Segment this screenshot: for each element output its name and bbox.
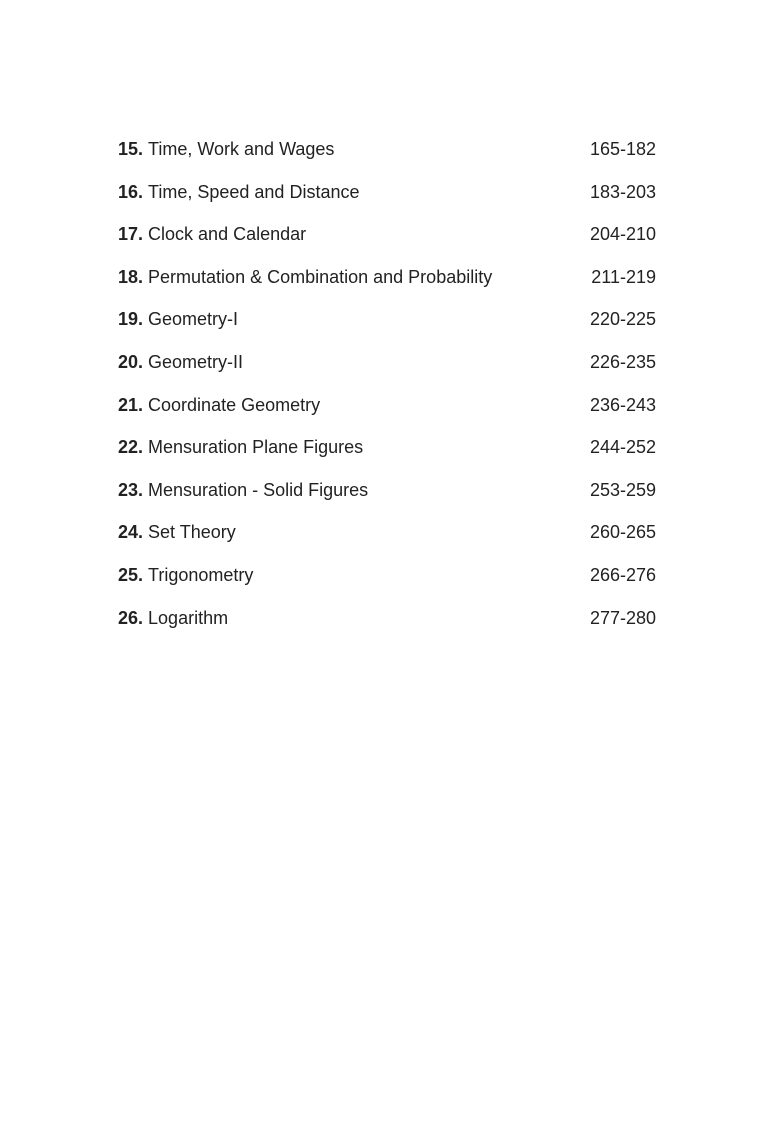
toc-entry (118, 264, 656, 307)
chapter-number: 21. (118, 394, 144, 415)
page-range: 220-225 (589, 309, 656, 330)
toc-entry-label (118, 392, 320, 418)
page-range: 211-219 (591, 266, 656, 287)
toc-entry (118, 221, 656, 264)
chapter-number: 24. (118, 522, 144, 543)
toc-entry-label (118, 306, 238, 332)
toc-entry (118, 179, 656, 222)
chapter-title: Time, Speed and Distance (148, 181, 360, 202)
chapter-title: Geometry-II (148, 351, 244, 372)
chapter-number: 26. (118, 607, 144, 628)
toc-entry-label (118, 264, 492, 290)
toc-entry-label (118, 562, 253, 588)
toc-entry (118, 605, 656, 648)
chapter-title: Geometry-I (148, 309, 239, 330)
chapter-number: 18. (118, 266, 144, 287)
chapter-title: Mensuration - Solid Figures (148, 479, 369, 500)
page-range: 266-276 (589, 564, 656, 585)
chapter-number: 22. (118, 437, 144, 458)
toc-entry (118, 392, 656, 435)
toc-entry-label (118, 221, 306, 247)
page-range: 244-252 (589, 437, 656, 458)
chapter-title: Logarithm (148, 607, 229, 628)
chapter-number: 19. (118, 309, 144, 330)
toc-entry-label (118, 179, 359, 205)
chapter-number: 16. (118, 181, 144, 202)
toc-entry-label (118, 434, 363, 460)
page-range: 253-259 (589, 479, 656, 500)
toc-entry (118, 519, 656, 562)
toc-entry-label (118, 519, 236, 545)
page-range: 226-235 (589, 351, 656, 372)
toc-entry (118, 434, 656, 477)
toc-entry (118, 136, 656, 179)
chapter-number: 23. (118, 479, 144, 500)
page-range: 204-210 (589, 224, 656, 245)
chapter-title: Mensuration Plane Figures (148, 437, 364, 458)
chapter-title: Set Theory (148, 522, 236, 543)
toc-entry (118, 477, 656, 520)
chapter-number: 15. (118, 139, 144, 159)
table-of-contents (118, 136, 656, 647)
chapter-title: Permutation & Combination and Probability (148, 266, 493, 287)
chapter-title: Clock and Calendar (148, 224, 307, 245)
toc-entry-label (118, 605, 228, 631)
toc-entry (118, 306, 656, 349)
page-range: 236-243 (589, 394, 656, 415)
page-range: 183-203 (589, 181, 656, 202)
chapter-number: 25. (118, 564, 144, 585)
chapter-number: 20. (118, 351, 144, 372)
toc-entry (118, 562, 656, 605)
toc-entry (118, 349, 656, 392)
toc-entry-label (118, 477, 368, 503)
chapter-title: Time, Work and Wages (148, 139, 335, 159)
chapter-number: 17. (118, 224, 144, 245)
page-range: 277-280 (589, 607, 656, 628)
chapter-title: Coordinate Geometry (148, 394, 321, 415)
toc-entry-label (118, 349, 243, 375)
page-range: 165-182 (589, 139, 656, 159)
chapter-title: Trigonometry (148, 564, 254, 585)
toc-entry-label (118, 136, 334, 162)
page-range: 260-265 (589, 522, 656, 543)
